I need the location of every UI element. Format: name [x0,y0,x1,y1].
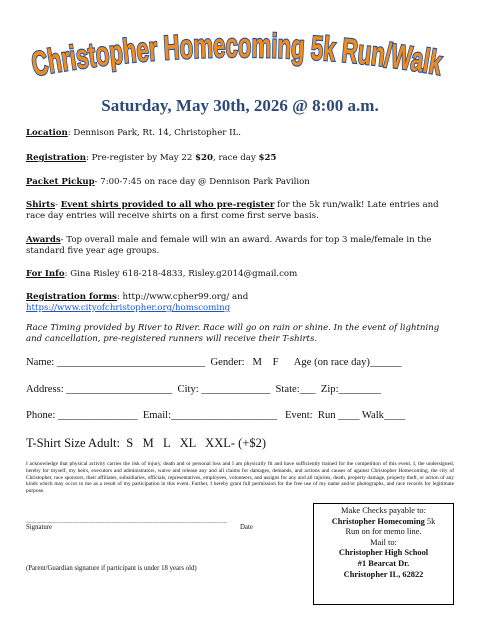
shirts-dash: - [55,200,61,210]
checks-payee-line [314,517,453,528]
event-title [28,26,452,84]
event-date-time: Saturday, May 30th, 2026 @ 8:00 a.m. [101,96,379,115]
awards-line [26,235,456,257]
registration-forms-line [26,292,456,314]
packet-pickup-text: - 7:00-7:45 on race day @ Dennison Park Pavilion [94,177,310,187]
shirts-emphasis: Event shirts provided to all who pre-register [60,200,275,210]
location-label: Location [26,128,68,138]
tshirt-size-options[interactable]: T-Shirt Size Adult: S M L XL XXL- (+$2) [26,436,267,450]
for-info-line [26,269,456,280]
race-day-price: $25 [258,153,277,163]
packet-pickup-line [26,177,456,188]
checks-payee-rest: 5k [424,516,436,526]
location-text: : Dennison Park, Rt. 14, Christopher IL. [67,128,241,138]
checks-memo-line: Run on for memo line. [345,527,422,537]
preregister-price: $20 [195,153,213,163]
location-line [26,128,456,139]
mail-school-line: Christopher High School [338,548,429,558]
address-city-state-zip-field[interactable]: Address: ____________________ City: _____________ State:___ Zip:________ [26,384,381,395]
name-gender-age-field[interactable]: Name: ____________________________ Gender: M F Age (on race day)______ [26,357,402,368]
packet-pickup-label: Packet Pickup [26,177,95,187]
registration-text-2: , race day [212,153,259,163]
mail-to-line: Mail to: [370,537,397,547]
liability-waiver: I acknowledge that physical activity carries the risk of injury, death and or personal loss and I am physically fit and have sufficiently trained for the competition of this event. I, the undersigned, hereby for myself, my heirs, executors and administrators, waive and release any and all claims for damages, demands, and actions and causes of against Christopher Homecoming, the city of Christopher, race sponsors, their affiliates, subsidiaries, officials, representatives, employees, volunteers, and assigns for any and all injuries, death, property damage, property theft, or action of any kinds which may occur to me as a result of my participation in this event. Further, I hereby grant full permission for the free use of my name and/or photographs, and race records for legitimate purpose. [26,461,454,495]
phone-email-event-field[interactable]: Phone: _______________ Email:____________________ Event: Run ____ Walk____ [26,410,406,421]
shirts-line [26,200,456,222]
event-title-text: Christopher Homecoming 5k Run/Walk [28,26,452,84]
registration-text: : Pre-register by May 22 [86,153,196,163]
guardian-signature-note: (Parent/Guardian signature if participant is under 18 years old) [26,565,197,572]
signature-line[interactable]: ______________________________________ [26,516,228,525]
registration-forms-text: : http://www.cpher99.org/ and [116,292,249,302]
signature-label: Signature [26,524,53,531]
mail-street-line: #1 Bearcat Dr. [357,558,410,568]
date-label: Date [240,524,253,531]
for-info-text: : Gina Risley 618-218-4833, Risley.g2014@gmail.com [64,269,298,279]
race-timing-note: Race Timing provided by River to River. Race will go on rain or shine. In the event of lightning and cancellation, pre-registered runners will receive their T-shirts. [26,323,440,344]
payment-mailing-box [313,503,454,605]
event-title-banner [0,18,480,88]
checks-payable-line: Make Checks payable to: [341,506,426,515]
shirts-text: for the 5k run/walk! Late entries and race day entries will receive shirts on a first come first serve basis. [26,200,439,221]
awards-label: Awards [26,235,61,245]
event-title-art [0,18,480,88]
awards-text: - Top overall male and female will win an award. Awards for top 3 male/female in the standard five year age groups. [26,235,432,256]
shirts-label: Shirts [26,200,56,210]
registration-forms-label: Registration forms [26,292,117,302]
mail-city-line: Christopher IL, 62822 [343,569,424,579]
registration-line [26,153,456,164]
registration-label: Registration [26,153,87,163]
for-info-label: For Info [26,269,65,279]
registration-forms-link[interactable]: https://www.cityofchristopher.org/homscoming [26,303,231,313]
checks-payee-bold: Christopher Homecoming [331,516,425,526]
